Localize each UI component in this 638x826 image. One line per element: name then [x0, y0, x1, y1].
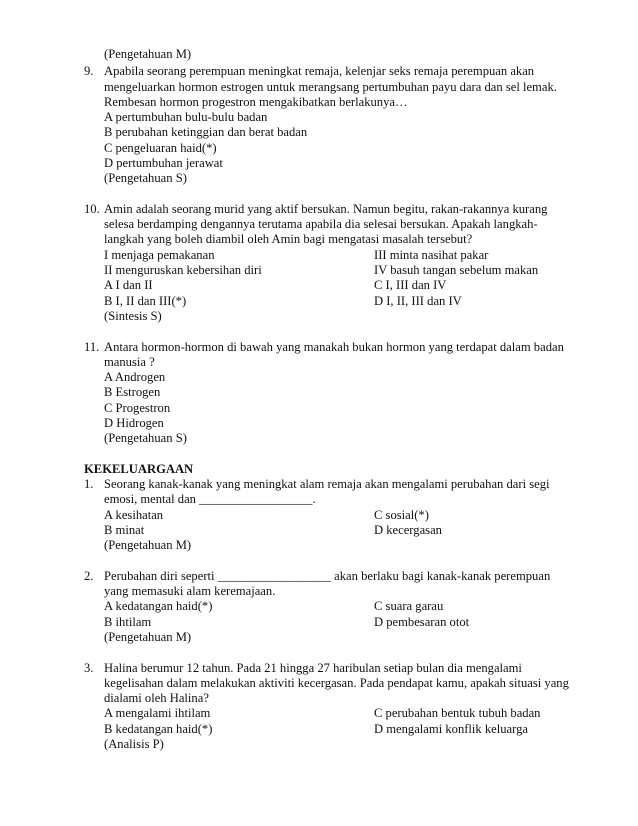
question-stem-line: emosi, mental dan __________________.	[104, 492, 316, 506]
statement-item: IV basuh tangan sebelum makan	[374, 263, 539, 277]
answer-option: A mengalami ihtilam	[104, 706, 211, 720]
section-heading: KEKELUARGAAN	[84, 462, 194, 476]
question-level: (Pengetahuan M)	[104, 630, 192, 644]
answer-option: D pembesaran otot	[374, 615, 470, 629]
answer-option: A I dan II	[104, 278, 153, 292]
answer-option: C suara garau	[374, 599, 444, 613]
answer-option: B perubahan ketinggian dan berat badan	[104, 125, 308, 139]
answer-option: C Progestron	[104, 401, 171, 415]
answer-option: D kecergasan	[374, 523, 442, 537]
question-stem-line: selesa berdamping dengannya terutama apabila dia selesai bersukan. Apakah langkah-	[104, 217, 538, 231]
answer-option: B minat	[104, 523, 145, 537]
answer-option: B Estrogen	[104, 385, 161, 399]
question-stem-line: Apabila seorang perempuan meningkat remaja, kelenjar seks remaja perempuan akan	[104, 64, 535, 78]
question-stem-line: Perubahan diri seperti __________________ akan berlaku bagi kanak-kanak perempuan	[104, 569, 551, 583]
question-number: 1.	[84, 477, 94, 491]
question-level: (Pengetahuan M)	[104, 538, 192, 552]
answer-option: D I, II, III dan IV	[374, 294, 462, 308]
question-number: 10.	[84, 202, 100, 216]
question-level: (Pengetahuan S)	[104, 171, 187, 185]
statement-item: III minta nasihat pakar	[374, 248, 489, 262]
question-stem-line: manusia ?	[104, 355, 155, 369]
question-stem-line: Amin adalah seorang murid yang aktif bersukan. Namun begitu, rakan-rakannya kurang	[104, 202, 548, 216]
answer-option: B ihtilam	[104, 615, 152, 629]
answer-option: B kedatangan haid(*)	[104, 722, 213, 736]
question-level: (Pengetahuan S)	[104, 431, 187, 445]
question-number: 3.	[84, 661, 94, 675]
question-number: 2.	[84, 569, 94, 583]
statement-item: II menguruskan kebersihan diri	[104, 263, 262, 277]
question-stem-line: dialami oleh Halina?	[104, 691, 209, 705]
answer-option: C sosial(*)	[374, 508, 429, 522]
answer-option: C pengeluaran haid(*)	[104, 141, 217, 155]
question-level: (Sintesis S)	[104, 309, 162, 323]
question-level: (Pengetahuan M)	[104, 47, 192, 61]
question-stem-line: langkah yang boleh diambil oleh Amin bagi mengatasi masalah tersebut?	[104, 232, 473, 246]
answer-option: A kedatangan haid(*)	[104, 599, 213, 613]
question-stem-line: Seorang kanak-kanak yang meningkat alam remaja akan mengalami perubahan dari segi	[104, 477, 550, 491]
answer-option: C I, III dan IV	[374, 278, 447, 292]
question-stem-line: Halina berumur 12 tahun. Pada 21 hingga 27 haribulan setiap bulan dia mengalami	[104, 661, 522, 675]
answer-option: D Hidrogen	[104, 416, 164, 430]
question-stem-line: Rembesan hormon progestron mengakibatkan berlakunya…	[104, 95, 408, 109]
answer-option: A kesihatan	[104, 508, 164, 522]
answer-option: B I, II dan III(*)	[104, 294, 187, 308]
answer-option: A pertumbuhan bulu-bulu badan	[104, 110, 268, 124]
question-stem-line: mengeluarkan hormon estrogen untuk merangsang pertumbuhan payu dara dan sel lemak.	[104, 80, 557, 94]
question-level: (Analisis P)	[104, 737, 164, 751]
answer-option: A Androgen	[104, 370, 166, 384]
question-stem-line: kegelisahan dalam melakukan aktiviti kecergasan. Pada pendapat kamu, apakah situasi yang	[104, 676, 569, 690]
question-number: 11.	[84, 340, 100, 354]
answer-option: D mengalami konflik keluarga	[374, 722, 528, 736]
statement-item: I menjaga pemakanan	[104, 248, 215, 262]
answer-option: D pertumbuhan jerawat	[104, 156, 223, 170]
question-number: 9.	[84, 64, 94, 78]
question-stem-line: yang memasuki alam keremajaan.	[104, 584, 276, 598]
answer-option: C perubahan bentuk tubuh badan	[374, 706, 541, 720]
question-stem-line: Antara hormon-hormon di bawah yang manakah bukan hormon yang terdapat dalam badan	[104, 340, 564, 354]
